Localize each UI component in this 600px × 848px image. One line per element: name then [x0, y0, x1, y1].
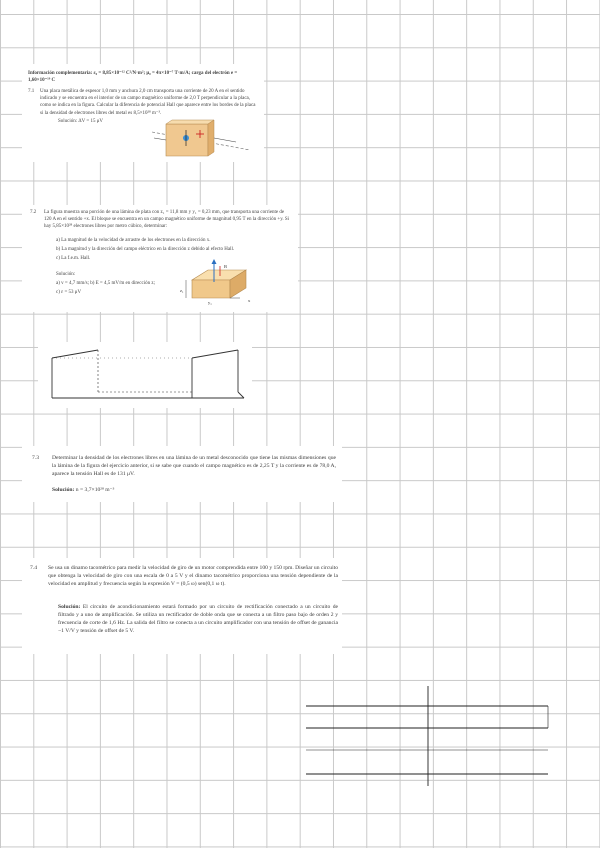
solution-text: Solución: ΔV = 15 μV	[58, 119, 104, 124]
problem-number: 7.4	[30, 565, 37, 571]
x-label: x	[248, 298, 251, 303]
item-a: a) La magnitud de la velocidad de arrastre de los electrones en la dirección x.	[56, 238, 211, 243]
b-label: B	[224, 264, 228, 269]
solution-label-text: Solución:	[58, 604, 81, 610]
metal-plate-figure	[152, 116, 252, 160]
solution-value: n = 3,7×10²⁸ m⁻³	[75, 487, 115, 493]
problem-number: 7.2	[30, 210, 37, 215]
solution-line-2: c) ε = 53 μV	[56, 290, 82, 295]
problem-text: Una placa metálica de espesor 1,0 mm y anchura 2,0 cm transporta una corriente de 20 A en el sentido indicado y se encuentra en el interior de un campo magnético uniforme de 2,0 T perpendicular a la placa, como se indica en la figura. Calcular la diferencia de potencial Hall que aparece entre los bordes de la placa si la densidad de electrones libres del metal es 8,5×10²⁸ m⁻³.	[40, 89, 256, 116]
strip-sketch	[46, 346, 246, 406]
solution-label	[52, 486, 114, 494]
item-b: b) La magnitud y la dirección del campo eléctrico en la dirección z debido al efecto Hall.	[56, 247, 235, 252]
table-lines	[304, 686, 554, 786]
z-label: z₁	[180, 288, 184, 293]
solution-block	[58, 603, 338, 635]
problem-text: Determinar la densidad de los electrones libres en una lámina de un metal desconocido que tiene las mismas dimensiones que la lámina de la figura del ejercicio anterior, si se sabe que cuando el campo magnético es de 2,25 T y la corriente es de 78,0 A, aparece la tensión Hall es de 131 μV.	[52, 455, 336, 477]
solution-line-1: a) v = 4,7 mm/s; b) E = 4,5 mV/m en dirección z;	[56, 281, 155, 286]
problem-number: 7.3	[32, 455, 39, 461]
solution-title: Solución:	[56, 272, 76, 277]
y-label: y₁	[208, 300, 212, 305]
problem-text: Se usa un dinamo tacométrico para medir la velocidad de giro de un motor comprendida entre 100 y 150 rpm. Diseñar un circuito que obtenga la velocidad de giro con una escala de 0 a 5 V y el dinamo tacométrico proporciona una tensión dependiente de la velocidad en amplitud y frecuencia según la expresión V = (0,5 ω) sen(0,1 ω t).	[48, 565, 339, 587]
intro-text: Información complementaria: ε₀ = 8,85×10⁻¹² C²/N·m²; μ₀ = 4π×10⁻⁷ T·m/A; carga del electrón e = 1,60×10⁻¹⁹ C	[28, 71, 238, 84]
item-c: c) La f.e.m. Hall.	[56, 256, 91, 261]
problem-text: La figura muestra una porción de una lámina de plata con z₁ = 11,8 mm y y₁ = 0,23 mm, que transporta una corriente de 120 A en el sentido +x. El bloque se encuentra en un campo magnético uniforme de magnitud 0,95 T en la dirección +y. Si hay 5,85×10²⁸ electrones libres por metro cúbico, determinar:	[44, 210, 290, 230]
problem-number: 7.1	[28, 89, 35, 94]
silver-strip-figure	[180, 258, 254, 308]
solution-label-text: Solución:	[52, 487, 75, 493]
solution-text: El circuito de acondicionamiento estará formado por un circuito de rectificación conectado a un circuito de filtrado y a uno de amplificación. Se utiliza un rectificador de doble onda que se conecta a un filtro paso bajo de orden 2 y frecuencia de corte de 1,6 Hz. La salida del filtro se conecta a un circuito amplificador con una tensión de offset de ganancia −1 V/V y tensión de offset de 5 V.	[58, 604, 338, 634]
